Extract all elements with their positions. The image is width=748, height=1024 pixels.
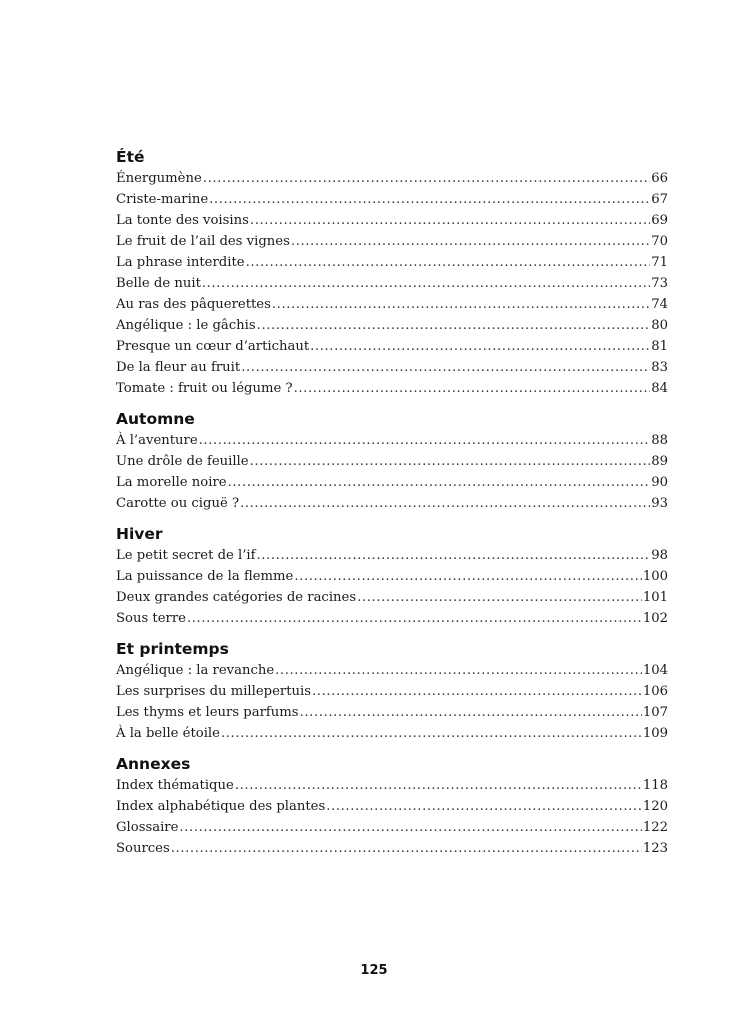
entry-page-number: 118 — [642, 778, 668, 793]
dot-leader — [257, 545, 651, 566]
entry-page-number: 109 — [642, 726, 668, 741]
toc-section-annexes — [116, 753, 668, 859]
toc-entry[interactable] — [116, 378, 668, 399]
entry-page-number: 106 — [642, 684, 668, 699]
entry-title: Sources — [116, 841, 170, 856]
dot-leader — [310, 336, 650, 357]
entry-title: Une drôle de feuille — [116, 454, 249, 469]
dot-leader — [241, 357, 650, 378]
section-title: Et printemps — [116, 640, 229, 658]
dot-leader — [326, 796, 642, 817]
toc-entry[interactable] — [116, 723, 668, 744]
entry-page-number: 71 — [651, 255, 668, 270]
toc-entry[interactable] — [116, 702, 668, 723]
entry-page-number: 107 — [642, 705, 668, 720]
toc-entry[interactable] — [116, 681, 668, 702]
toc-entry[interactable] — [116, 430, 668, 451]
entry-page-number: 101 — [642, 590, 668, 605]
entry-page-number: 73 — [651, 276, 668, 291]
dot-leader — [240, 493, 650, 514]
entry-title: Index alphabétique des plantes — [116, 799, 326, 814]
section-title: Hiver — [116, 525, 163, 543]
toc-entry[interactable] — [116, 775, 668, 796]
entry-page-number: 104 — [642, 663, 668, 678]
toc-entry[interactable] — [116, 838, 668, 859]
toc-section-ete — [116, 146, 668, 399]
page-number: 125 — [360, 963, 388, 978]
entry-page-number: 81 — [651, 339, 668, 354]
toc-entry[interactable] — [116, 660, 668, 681]
entry-title: Le petit secret de l’if — [116, 548, 256, 563]
dot-leader — [187, 608, 642, 629]
dot-leader — [272, 294, 650, 315]
toc-entry[interactable] — [116, 566, 668, 587]
entry-title: Index thématique — [116, 778, 234, 793]
entry-title: Tomate : fruit ou légume ? — [116, 381, 293, 396]
toc-entry[interactable] — [116, 472, 668, 493]
toc-entry[interactable] — [116, 357, 668, 378]
dot-leader — [246, 252, 651, 273]
entry-page-number: 70 — [651, 234, 668, 249]
dot-leader — [221, 723, 642, 744]
entry-title: Sous terre — [116, 611, 186, 626]
entry-title: De la fleur au fruit — [116, 360, 241, 375]
dot-leader — [179, 817, 641, 838]
toc-entry[interactable] — [116, 168, 668, 189]
toc-entry[interactable] — [116, 608, 668, 629]
entry-page-number: 93 — [651, 496, 668, 511]
entry-title: Au ras des pâquerettes — [116, 297, 271, 312]
toc-section-automne — [116, 408, 668, 514]
dot-leader — [312, 681, 642, 702]
entry-title: La phrase interdite — [116, 255, 245, 270]
entry-page-number: 83 — [651, 360, 668, 375]
dot-leader — [294, 378, 651, 399]
table-of-contents — [116, 146, 668, 859]
entry-title: À la belle étoile — [116, 726, 220, 741]
entry-title: Énergumène — [116, 171, 202, 186]
toc-section-hiver — [116, 523, 668, 629]
dot-leader — [199, 430, 651, 451]
entry-title: Criste-marine — [116, 192, 209, 207]
entry-page-number: 84 — [651, 381, 668, 396]
dot-leader — [291, 231, 650, 252]
toc-entry[interactable] — [116, 210, 668, 231]
entry-page-number: 98 — [651, 548, 668, 563]
entry-title: À l’aventure — [116, 433, 198, 448]
dot-leader — [203, 168, 650, 189]
toc-entry[interactable] — [116, 231, 668, 252]
dot-leader — [294, 566, 641, 587]
toc-entry[interactable] — [116, 451, 668, 472]
toc-entry[interactable] — [116, 336, 668, 357]
toc-entry[interactable] — [116, 587, 668, 608]
dot-leader — [300, 702, 642, 723]
entry-title: Deux grandes catégories de racines — [116, 590, 357, 605]
toc-entry[interactable] — [116, 273, 668, 294]
entry-page-number: 66 — [651, 171, 668, 186]
toc-entry[interactable] — [116, 294, 668, 315]
dot-leader — [357, 587, 642, 608]
entry-page-number: 88 — [651, 433, 668, 448]
dot-leader — [275, 660, 642, 681]
entry-page-number: 123 — [642, 841, 668, 856]
entry-page-number: 100 — [642, 569, 668, 584]
entry-title: Angélique : la revanche — [116, 663, 275, 678]
entry-page-number: 69 — [651, 213, 668, 228]
toc-entry[interactable] — [116, 189, 668, 210]
entry-title: Presque un cœur d’artichaut — [116, 339, 310, 354]
entry-page-number: 122 — [642, 820, 668, 835]
dot-leader — [171, 838, 642, 859]
entry-page-number: 80 — [651, 318, 668, 333]
toc-entry[interactable] — [116, 817, 668, 838]
dot-leader — [250, 451, 651, 472]
dot-leader — [257, 315, 651, 336]
entry-title: Angélique : le gâchis — [116, 318, 256, 333]
entry-page-number: 90 — [651, 475, 668, 490]
toc-entry[interactable] — [116, 545, 668, 566]
section-title: Annexes — [116, 755, 191, 773]
dot-leader — [250, 210, 650, 231]
entry-title: Les thyms et leurs parfums — [116, 705, 299, 720]
toc-section-et-printemps — [116, 638, 668, 744]
entry-title: Les surprises du millepertuis — [116, 684, 311, 699]
entry-title: Glossaire — [116, 820, 179, 835]
toc-entry[interactable] — [116, 315, 668, 336]
entry-title: Le fruit de l’ail des vignes — [116, 234, 290, 249]
entry-page-number: 74 — [651, 297, 668, 312]
entry-page-number: 102 — [642, 611, 668, 626]
entry-title: La morelle noire — [116, 475, 227, 490]
entry-title: La puissance de la flemme — [116, 569, 294, 584]
dot-leader — [228, 472, 651, 493]
toc-entry[interactable] — [116, 493, 668, 514]
toc-entry[interactable] — [116, 252, 668, 273]
entry-page-number: 67 — [651, 192, 668, 207]
dot-leader — [235, 775, 642, 796]
dot-leader — [202, 273, 650, 294]
entry-title: La tonte des voisins — [116, 213, 249, 228]
section-title: Automne — [116, 410, 195, 428]
entry-page-number: 120 — [642, 799, 668, 814]
toc-entry[interactable] — [116, 796, 668, 817]
section-title: Été — [116, 148, 145, 166]
entry-title: Belle de nuit — [116, 276, 201, 291]
entry-title: Carotte ou ciguë ? — [116, 496, 240, 511]
entry-page-number: 89 — [651, 454, 668, 469]
dot-leader — [209, 189, 650, 210]
